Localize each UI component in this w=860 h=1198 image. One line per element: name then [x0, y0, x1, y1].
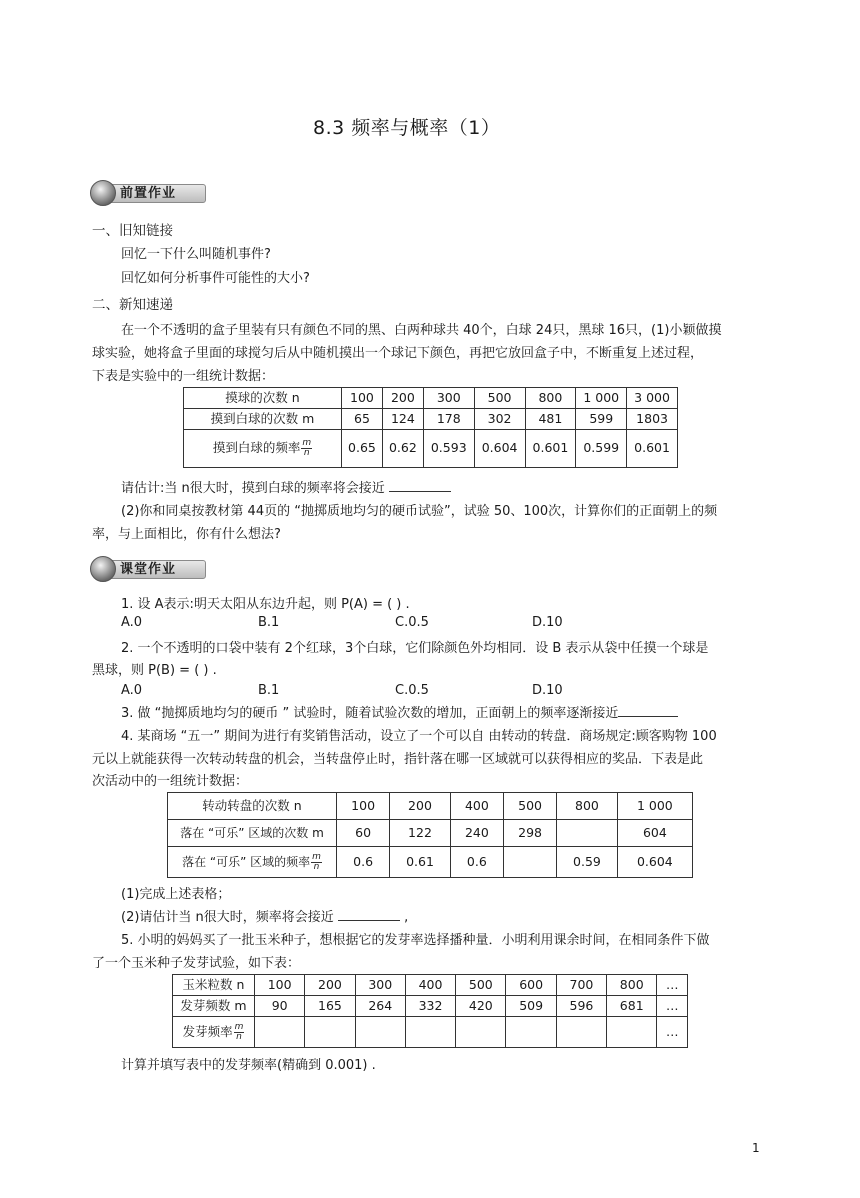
- table-cell: 1 000: [576, 388, 627, 409]
- banner-ball-icon: [90, 556, 116, 582]
- fraction-m-over-n: $\frac{m}{n}$: [234, 1021, 244, 1042]
- table-cell: 122: [390, 820, 451, 847]
- coin-experiment-line: (2)你和同桌按教材第 44页的 “抛掷质地均匀的硬币试验”，试验 50、100次，计算你们的正面朝上的频: [121, 504, 718, 519]
- table-cell: 65: [342, 409, 383, 430]
- section-banner-classwork: [90, 556, 208, 582]
- question-4-line: 元以上就能获得一次转动转盘的机会，当转盘停止时，指针落在哪一区域就可以获得相应的奖品．下表是此: [92, 752, 704, 767]
- question-5-line: 了一个玉米种子发芽试验，如下表：: [92, 956, 301, 971]
- table-cell: 0.601: [627, 430, 678, 468]
- table-cell-empty: [355, 1017, 405, 1048]
- table-cell: 0.6: [337, 847, 390, 878]
- question-1-stem: 1. 设 A表示:明天太阳从东边升起，则 P(A) = ( ) .: [121, 597, 410, 612]
- table-cell: 100: [255, 975, 305, 996]
- table-cell: 60: [337, 820, 390, 847]
- table-cell: …: [657, 996, 688, 1017]
- table-cell: 200: [390, 793, 451, 820]
- table-cell: 800: [525, 388, 576, 409]
- spinner-table: [167, 792, 693, 878]
- answer-blank: [389, 482, 451, 492]
- question-4-line: 次活动中的一组统计数据：: [92, 774, 249, 789]
- question-4-part-2: (2)请估计当 n很大时，频率将会接近 ,: [121, 910, 409, 925]
- table-cell: 165: [305, 996, 355, 1017]
- table-cell: 0.6: [450, 847, 503, 878]
- table-cell: 0.599: [576, 430, 627, 468]
- table-row-label: 摸到白球的次数 m: [184, 409, 342, 430]
- question-2-option: D.10: [532, 683, 563, 698]
- table-cell: 400: [405, 975, 455, 996]
- answer-blank: [338, 911, 400, 921]
- review-question-1: 回忆一下什么叫随机事件?: [121, 247, 271, 262]
- table-cell: 100: [342, 388, 383, 409]
- table-row-label: 摸到白球的频率 $\frac{m}{n}$: [184, 430, 342, 468]
- table-cell: 681: [607, 996, 657, 1017]
- table-cell-empty: [556, 1017, 606, 1048]
- table-cell: …: [657, 1017, 688, 1048]
- table-cell: 500: [503, 793, 556, 820]
- table-cell-empty: [506, 1017, 556, 1048]
- page-number: 1: [752, 1141, 760, 1155]
- answer-blank: [618, 707, 678, 717]
- table-cell-empty: [557, 820, 618, 847]
- table-cell: 481: [525, 409, 576, 430]
- banner-label: 前置作业: [120, 186, 177, 201]
- table-cell: 178: [423, 409, 474, 430]
- table-cell: 500: [456, 975, 506, 996]
- section-heading-review: 一、旧知链接: [92, 223, 173, 239]
- problem-text-line: 球实验，她将盒子里面的球搅匀后从中随机摸出一个球记下颜色，再把它放回盒子中，不断重复上述过程，: [92, 346, 704, 361]
- table-cell: 0.59: [557, 847, 618, 878]
- table-cell: 298: [503, 820, 556, 847]
- table-row-label: 玉米粒数 n: [173, 975, 255, 996]
- question-4-part-1: (1)完成上述表格；: [121, 887, 231, 902]
- section-heading-new: 二、新知速递: [92, 297, 173, 313]
- question-5-line: 5. 小明的妈妈买了一批玉米种子，想根据它的发芽率选择播种量．小明利用课余时间，在相同条件下做: [121, 933, 710, 948]
- table-cell-empty: [255, 1017, 305, 1048]
- question-2-option: C.0.5: [395, 683, 429, 698]
- table-cell: 509: [506, 996, 556, 1017]
- table-cell: 124: [382, 409, 423, 430]
- table-cell: 90: [255, 996, 305, 1017]
- ball-experiment-table: [183, 387, 678, 468]
- problem-text-line: 在一个不透明的盒子里装有只有颜色不同的黑、白两种球共 40个，白球 24只，黑球 16只，(1)小颖做摸: [121, 323, 722, 338]
- table-cell: 100: [337, 793, 390, 820]
- table-row-label: 发芽频率 $\frac{m}{n}$: [173, 1017, 255, 1048]
- question-2-stem: 2. 一个不透明的口袋中装有 2个红球，3个白球，它们除颜色外均相同．设 B 表示从袋中任摸一个球是: [121, 641, 709, 656]
- question-4-line: 4. 某商场 “五一” 期间为进行有奖销售活动，设立了一个可以自 由转动的转盘．商场规定:顾客购物 100: [121, 729, 717, 744]
- problem-text-line: 下表是实验中的一组统计数据：: [92, 369, 275, 384]
- table-cell: 300: [423, 388, 474, 409]
- table-cell: 200: [305, 975, 355, 996]
- table-cell: 400: [450, 793, 503, 820]
- section-banner-preview: [90, 180, 208, 206]
- table-cell: 240: [450, 820, 503, 847]
- table-row-label: 落在 “可乐” 区域的次数 m: [168, 820, 337, 847]
- question-1-option: B.1: [258, 615, 280, 630]
- question-2-stem: 黑球，则 P(B) = ( ) .: [92, 663, 217, 678]
- table-cell: 596: [556, 996, 606, 1017]
- question-1-option: D.10: [532, 615, 563, 630]
- question-3: 3. 做 “抛掷质地均匀的硬币 ” 试验时，随着试验次数的增加，正面朝上的频率逐渐接近: [121, 705, 678, 723]
- table-row-label: 落在 “可乐” 区域的频率 $\frac{m}{n}$: [168, 847, 337, 878]
- table-cell-empty: [405, 1017, 455, 1048]
- table-cell: 200: [382, 388, 423, 409]
- table-cell: 302: [474, 409, 525, 430]
- table-cell: 800: [557, 793, 618, 820]
- table-cell: 1 000: [617, 793, 692, 820]
- table-cell-empty: [305, 1017, 355, 1048]
- table-cell: 0.604: [617, 847, 692, 878]
- table-cell: 500: [474, 388, 525, 409]
- question-5-instruction: 计算并填写表中的发芽频率(精确到 0.001) .: [121, 1058, 376, 1073]
- banner-ball-icon: [90, 180, 116, 206]
- table-cell: 604: [617, 820, 692, 847]
- question-1-option: C.0.5: [395, 615, 429, 630]
- question-2-option: B.1: [258, 683, 280, 698]
- table-cell: 332: [405, 996, 455, 1017]
- coin-experiment-line: 率，与上面相比，你有什么想法?: [92, 527, 281, 542]
- page-title: 8.3 频率与概率（1）: [313, 117, 501, 139]
- table-cell-empty: [456, 1017, 506, 1048]
- table-cell: 0.593: [423, 430, 474, 468]
- question-1-option: A.0: [121, 615, 143, 630]
- fraction-m-over-n: $\frac{m}{n}$: [312, 851, 321, 872]
- table-cell: 0.604: [474, 430, 525, 468]
- estimate-question: 请估计:当 n很大时，摸到白球的频率将会接近: [121, 480, 451, 498]
- fraction-m-over-n: $\frac{m}{n}$: [302, 438, 312, 458]
- table-cell: 3 000: [627, 388, 678, 409]
- review-question-2: 回忆如何分析事件可能性的大小?: [121, 271, 310, 286]
- table-cell: 300: [355, 975, 405, 996]
- corn-germination-table: [172, 974, 688, 1048]
- table-cell: 599: [576, 409, 627, 430]
- table-row-label: 发芽频数 m: [173, 996, 255, 1017]
- banner-label: 课堂作业: [120, 562, 177, 577]
- table-cell-empty: [607, 1017, 657, 1048]
- table-cell: 0.601: [525, 430, 576, 468]
- table-cell: 0.65: [342, 430, 383, 468]
- table-cell: 1803: [627, 409, 678, 430]
- table-cell: 700: [556, 975, 606, 996]
- table-cell: 600: [506, 975, 556, 996]
- table-cell-empty: [503, 847, 556, 878]
- table-cell: 420: [456, 996, 506, 1017]
- table-cell: 264: [355, 996, 405, 1017]
- table-cell: 0.62: [382, 430, 423, 468]
- table-cell: 0.61: [390, 847, 451, 878]
- question-2-option: A.0: [121, 683, 143, 698]
- table-cell: …: [657, 975, 688, 996]
- table-row-label: 摸球的次数 n: [184, 388, 342, 409]
- table-row-label: 转动转盘的次数 n: [168, 793, 337, 820]
- table-cell: 800: [607, 975, 657, 996]
